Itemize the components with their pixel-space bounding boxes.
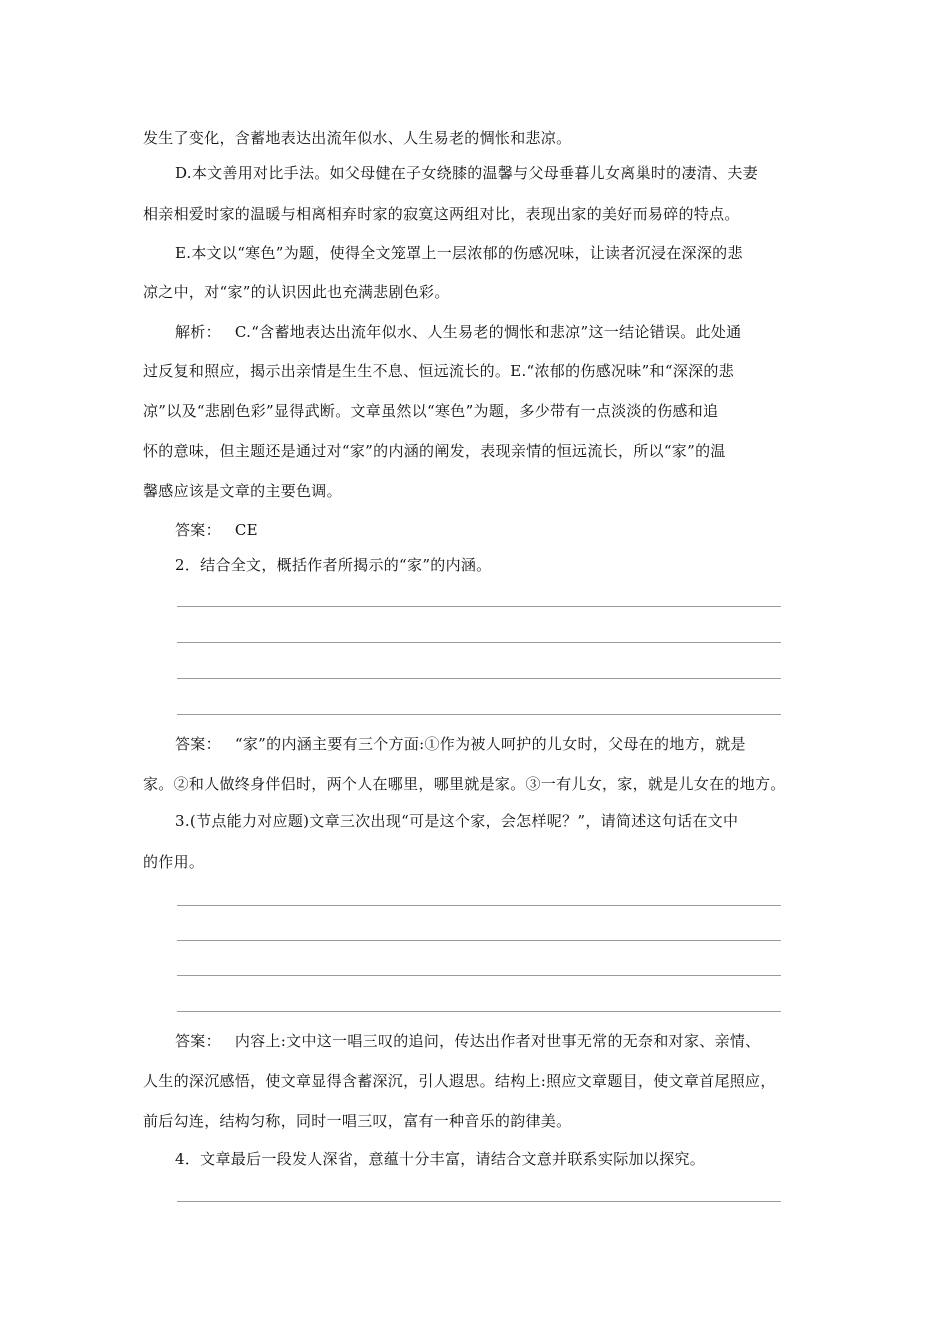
text-line: 前后勾连，结构匀称，同时一唱三叹，富有一种音乐的韵律美。 <box>143 1112 572 1130</box>
text-line: 过反复和照应，揭示出亲情是生生不息、恒远流长的。E.“浓郁的伤感况味”和“深深的悲 <box>143 362 735 380</box>
analysis-line <box>175 322 811 342</box>
answer-blank-line[interactable] <box>177 1201 781 1202</box>
answer-blank-line[interactable] <box>177 642 781 643</box>
answer-blank-line[interactable] <box>177 905 781 906</box>
answer-text: CE <box>234 521 258 539</box>
answer-text: “家”的内涵主要有三个方面:①作为被人呵护的儿女时，父母在的地方，就是 <box>234 735 746 753</box>
text-line: 馨感应该是文章的主要色调。 <box>143 482 342 500</box>
answer-line-1 <box>175 520 811 540</box>
answer-label: 答案： <box>175 735 221 753</box>
text-line: 家。②和人做终身伴侣时，两个人在哪里，哪里就是家。③一有儿女，家，就是儿女在的地方。 <box>143 775 786 793</box>
answer-blank-line[interactable] <box>177 606 781 607</box>
analysis-text: C.“含蓄地表达出流年似水、人生易老的惆怅和悲凉”这一结论错误。此处通 <box>234 323 742 341</box>
answer-text: 内容上:文中这一唱三叹的追问，传达出作者对世事无常的无奈和对家、亲情、 <box>234 1032 761 1050</box>
answer-label: 答案： <box>175 1032 221 1050</box>
answer-blank-line[interactable] <box>177 714 781 715</box>
answer-blank-line[interactable] <box>177 975 781 976</box>
answer-line-2 <box>175 734 811 754</box>
analysis-label: 解析： <box>175 323 221 341</box>
text-line: 凉”以及“悲剧色彩”显得武断。文章虽然以“寒色”为题，多少带有一点淡淡的伤感和追 <box>143 402 719 420</box>
text-line: 人生的深沉感悟，使文章显得含蓄深沉，引人遐思。结构上:照应文章题目，使文章首尾照应， <box>143 1072 776 1090</box>
option-d-line: D.本文善用对比手法。如父母健在子女绕膝的温馨与父母垂暮儿女离巢时的凄清、夫妻 <box>175 164 758 182</box>
answer-blank-line[interactable] <box>177 1011 781 1012</box>
text-line: 相亲相爱时家的温暖与相离相弃时家的寂寞这两组对比，表现出家的美好而易碎的特点。 <box>143 205 740 223</box>
text-line: 的作用。 <box>143 853 205 871</box>
answer-blank-line[interactable] <box>177 940 781 941</box>
answer-blank-line[interactable] <box>177 678 781 679</box>
question-4: 4．文章最后一段发人深省，意蕴十分丰富，请结合文意并联系实际加以探究。 <box>175 1150 706 1168</box>
text-line: 凉之中，对“家”的认识因此也充满悲剧色彩。 <box>143 283 450 301</box>
option-e-line: E.本文以“寒色”为题，使得全文笼罩上一层浓郁的伤感况味，让读者沉浸在深深的悲 <box>175 244 743 262</box>
answer-label: 答案： <box>175 521 221 539</box>
text-line: 发生了变化，含蓄地表达出流年似水、人生易老的惆怅和悲凉。 <box>143 129 572 147</box>
text-line: 怀的意味，但主题还是通过对“家”的内涵的阐发，表现亲情的恒远流长，所以“家”的温 <box>143 442 726 460</box>
question-2: 2．结合全文，概括作者所揭示的“家”的内涵。 <box>175 556 492 574</box>
answer-line-3 <box>175 1031 811 1051</box>
question-3: 3.(节点能力对应题)文章三次出现“可是这个家，会怎样呢？”，请简述这句话在文中 <box>175 812 739 830</box>
